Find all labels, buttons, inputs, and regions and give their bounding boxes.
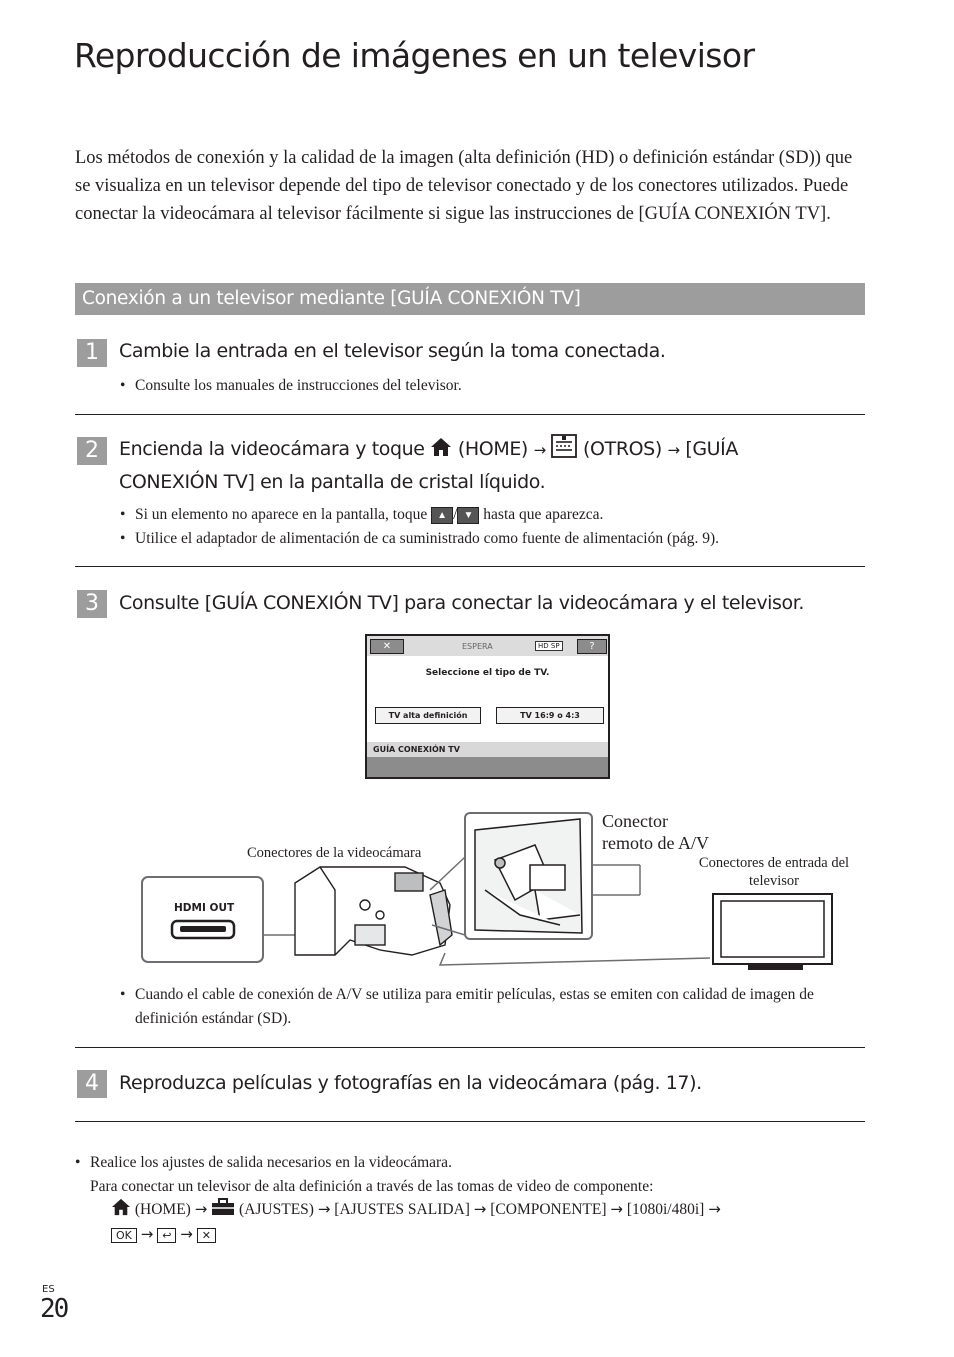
hdmi-out-label: HDMI OUT xyxy=(174,902,235,914)
tv-inputs-label: Conectores de entrada del televisor xyxy=(698,855,850,889)
arrow-icon: → xyxy=(610,1200,623,1218)
bullet-dot: • xyxy=(120,506,126,523)
toolbox-icon xyxy=(211,1198,235,1223)
home-icon xyxy=(430,436,452,466)
down-arrow-icon: ▼ xyxy=(457,507,479,524)
divider xyxy=(75,566,865,567)
tv-sd-button[interactable]: TV 16:9 o 4:3 xyxy=(496,707,604,724)
bullet-text-a: Si un elemento no aparece en la pantalla, toque xyxy=(135,506,428,523)
bullet-text: Utilice el adaptador de alimentación de ca suministrado como fuente de alimentación (pág. 9). xyxy=(135,530,720,547)
arrow-icon: → xyxy=(473,1200,487,1218)
step-number-3: 3 xyxy=(77,590,107,618)
lcd-prompt: Seleccione el tipo de TV. xyxy=(425,668,550,678)
note-line-1: Realice los ajustes de salida necesarios en la videocámara. xyxy=(90,1154,452,1171)
bullet-text: Consulte los manuales de instrucciones del televisor. xyxy=(135,377,462,394)
arrow-icon: → xyxy=(140,1225,154,1243)
tv-hd-button[interactable]: TV alta definición xyxy=(375,707,481,724)
arrow-icon: → xyxy=(533,441,546,459)
note-bullet xyxy=(75,1151,865,1175)
connection-diagram xyxy=(140,805,870,975)
home-icon xyxy=(111,1198,131,1223)
step-2-heading xyxy=(119,434,859,497)
divider xyxy=(75,414,865,415)
bullet-text: Cuando el cable de conexión de A/V se utiliza para emitir películas, estas se emiten con calidad de imagen de definición estándar (SD). xyxy=(135,986,814,1027)
step-2-heading-text-a: Encienda la videocámara y toque xyxy=(119,438,425,460)
step-2-heading-home: (HOME) xyxy=(457,438,528,460)
bullet-dot: • xyxy=(120,377,126,394)
step-3-heading: Consulte [GUÍA CONEXIÓN TV] para conectar la videocámara y el televisor. xyxy=(119,592,805,614)
divider xyxy=(75,1047,865,1048)
step-number-4: 4 xyxy=(77,1070,107,1098)
page-number: 20 xyxy=(40,1294,68,1324)
section-heading: Conexión a un televisor mediante [GUÍA CONEXIÓN TV] xyxy=(75,283,865,315)
camcorder-icon xyxy=(295,867,452,955)
av-remote-label: Conector remoto de A/V xyxy=(602,811,709,853)
arrow-icon: → xyxy=(317,1200,331,1218)
step-2-bullet-1 xyxy=(120,503,860,527)
step-number-1: 1 xyxy=(77,339,107,367)
language-code: ES xyxy=(42,1284,55,1295)
step-2-heading-others: (OTROS) xyxy=(583,438,662,460)
divider xyxy=(75,1121,865,1122)
bullet-text-b: hasta que aparezca. xyxy=(483,506,604,523)
up-arrow-icon: ▲ xyxy=(431,507,453,524)
lcd-bottom-bar xyxy=(367,757,608,777)
camera-connectors-label: Conectores de la videocámara xyxy=(247,845,422,861)
bullet-dot: • xyxy=(75,1154,81,1171)
bullet-dot: • xyxy=(120,986,126,1003)
intro-paragraph: Los métodos de conexión y la calidad de la imagen (alta definición (HD) o definición estándar (SD)) que se visualiza en un televisor depende del tipo de televisor conectado y de los conectores utilizados. Puede conectar la videocámara al televisor fácilmente si sigue las instrucciones de [GUÍA CONEXIÓN TV]. xyxy=(75,148,853,224)
step-2-bullet-2 xyxy=(120,527,860,551)
step-number-2: 2 xyxy=(77,437,107,465)
note-line-2: Para conectar un televisor de alta definición a través de las tomas de video de componente: xyxy=(90,1178,654,1195)
arrow-icon: → xyxy=(708,1200,721,1218)
step-4-heading: Reproduzca películas y fotografías en la videocámara (pág. 17). xyxy=(119,1072,702,1094)
step-3-bullet xyxy=(120,983,860,1031)
lcd-status: ESPERA xyxy=(462,642,493,651)
step-1-bullet xyxy=(120,374,860,398)
close-icon[interactable]: ✕ xyxy=(370,639,404,654)
step-2-heading-line2: CONEXIÓN TV] en la pantalla de cristal líquido. xyxy=(119,471,546,493)
return-icon: ↩ xyxy=(157,1228,176,1243)
page-title: Reproducción de imágenes en un televisor xyxy=(74,36,755,75)
bullet-dot: • xyxy=(120,530,126,547)
step-2-heading-guide: [GUÍA xyxy=(685,438,738,460)
arrow-icon: → xyxy=(180,1225,193,1243)
lcd-screen xyxy=(365,634,610,779)
close-icon: ✕ xyxy=(197,1228,216,1243)
arrow-icon: → xyxy=(667,441,680,459)
lcd-guide-label: GUÍA CONEXIÓN TV xyxy=(367,742,608,757)
hdmi-callout-box xyxy=(142,877,263,962)
arrow-icon: → xyxy=(194,1200,208,1218)
ok-button-icon: OK xyxy=(111,1228,137,1243)
others-icon xyxy=(551,434,577,467)
tv-icon xyxy=(713,894,832,970)
help-button[interactable]: ? xyxy=(577,639,607,654)
bullet-sep: / xyxy=(453,506,458,523)
quality-badge: HD SP xyxy=(535,641,563,651)
step-1-heading: Cambie la entrada en el televisor según la toma conectada. xyxy=(119,340,666,362)
note-path: (HOME) → (AJUSTES) → [AJUSTES SALIDA] → [COMPONENTE] → [1080i/480i] → OK → ↩ → ✕ xyxy=(111,1198,861,1246)
